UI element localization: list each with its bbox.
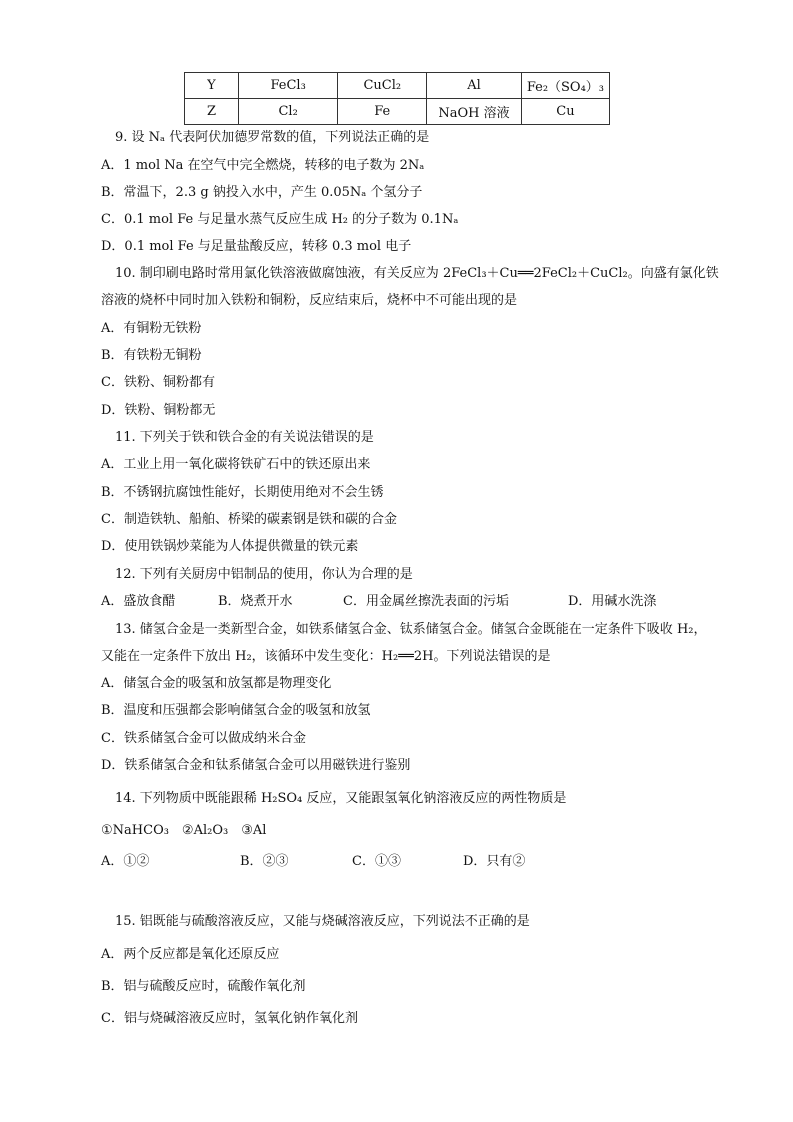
question-12-option-c: C．用金属丝擦洗表面的污垢 xyxy=(343,594,509,609)
question-15-option-a: A．两个反应都是氧化还原反应 xyxy=(101,947,280,962)
question-14-stem: 14. 下列物质中既能跟稀 H₂SO₄ 反应，又能跟氢氧化钠溶液反应的两性物质是 xyxy=(115,791,567,806)
question-11-option-c: C．制造铁轨、船舶、桥梁的碳素钢是铁和碳的合金 xyxy=(101,512,397,527)
question-10-stem-line1: 10. 制印刷电路时常用氯化铁溶液做腐蚀液，有关反应为 2FeCl₃＋Cu══2FeCl₂＋CuCl₂。向盛有氯化铁 xyxy=(115,266,719,281)
table-cell: CuCl₂ xyxy=(338,73,427,99)
question-15-option-b: B．铝与硫酸反应时，硫酸作氧化剂 xyxy=(101,979,306,994)
yz-table xyxy=(184,72,610,125)
question-14-option-a: A．①② xyxy=(101,854,150,869)
question-12-option-b: B．烧煮开水 xyxy=(218,594,293,609)
table-cell: Al xyxy=(427,73,522,99)
question-11-option-d: D．使用铁锅炒菜能为人体提供微量的铁元素 xyxy=(101,539,359,554)
question-9-option-c: C．0.1 mol Fe 与足量水蒸气反应生成 H₂ 的分子数为 0.1Nₐ xyxy=(101,212,459,227)
question-13-stem-line2: 又能在一定条件下放出 H₂，该循环中发生变化：H₂══2H。下列说法错误的是 xyxy=(101,649,551,664)
question-11-stem: 11. 下列关于铁和铁合金的有关说法错误的是 xyxy=(115,430,374,445)
question-9-option-a: A．1 mol Na 在空气中完全燃烧，转移的电子数为 2Nₐ xyxy=(101,158,425,173)
question-12-option-d: D．用碱水洗涤 xyxy=(568,594,657,609)
question-11-option-b: B．不锈钢抗腐蚀性能好，长期使用绝对不会生锈 xyxy=(101,485,384,500)
question-12-option-a: A．盛放食醋 xyxy=(101,594,176,609)
question-13-option-d: D．铁系储氢合金和钛系储氢合金可以用磁铁进行鉴别 xyxy=(101,758,411,773)
table-row xyxy=(185,73,610,99)
table-cell: Fe₂（SO₄）₃ xyxy=(521,73,609,99)
question-9-option-b: B．常温下，2.3 g 钠投入水中，产生 0.05Nₐ 个氢分子 xyxy=(101,185,423,200)
question-13-option-b: B．温度和压强都会影响储氢合金的吸氢和放氢 xyxy=(101,703,371,718)
question-13-option-c: C．铁系储氢合金可以做成纳米合金 xyxy=(101,731,306,746)
table-cell: FeCl₃ xyxy=(238,73,337,99)
table-cell: Y xyxy=(185,73,239,99)
question-10-stem-line2: 溶液的烧杯中同时加入铁粉和铜粉，反应结束后，烧杯中不可能出现的是 xyxy=(101,293,518,308)
question-14-items: ①NaHCO₃ ②Al₂O₃ ③Al xyxy=(101,823,267,838)
question-14-option-c: C．①③ xyxy=(352,854,401,869)
question-13-option-a: A．储氢合金的吸氢和放氢都是物理变化 xyxy=(101,676,332,691)
question-10-option-b: B．有铁粉无铜粉 xyxy=(101,348,202,363)
question-14-option-b: B．②③ xyxy=(240,854,289,869)
question-15-option-c: C．铝与烧碱溶液反应时，氢氧化钠作氧化剂 xyxy=(101,1011,358,1026)
table-cell: Z xyxy=(185,99,239,125)
question-9-option-d: D．0.1 mol Fe 与足量盐酸反应，转移 0.3 mol 电子 xyxy=(101,239,412,254)
table-cell: Cu xyxy=(521,99,609,125)
question-11-option-a: A．工业上用一氧化碳将铁矿石中的铁还原出来 xyxy=(101,457,371,472)
question-9-stem: 9. 设 Nₐ 代表阿伏加德罗常数的值，下列说法正确的是 xyxy=(115,130,430,145)
question-10-option-d: D．铁粉、铜粉都无 xyxy=(101,403,216,418)
table-cell: Cl₂ xyxy=(238,99,337,125)
question-14-option-d: D．只有② xyxy=(463,854,526,869)
question-13-stem-line1: 13. 储氢合金是一类新型合金，如铁系储氢合金、钛系储氢合金。储氢合金既能在一定条件下吸收 H₂， xyxy=(115,622,707,637)
table-row xyxy=(185,99,610,125)
table-cell: NaOH 溶液 xyxy=(427,99,522,125)
question-12-stem: 12. 下列有关厨房中铝制品的使用，你认为合理的是 xyxy=(115,567,413,582)
question-15-stem: 15. 铝既能与硫酸溶液反应，又能与烧碱溶液反应，下列说法不正确的是 xyxy=(115,914,530,929)
question-10-option-c: C．铁粉、铜粉都有 xyxy=(101,375,215,390)
question-10-option-a: A．有铜粉无铁粉 xyxy=(101,321,202,336)
table-cell: Fe xyxy=(338,99,427,125)
